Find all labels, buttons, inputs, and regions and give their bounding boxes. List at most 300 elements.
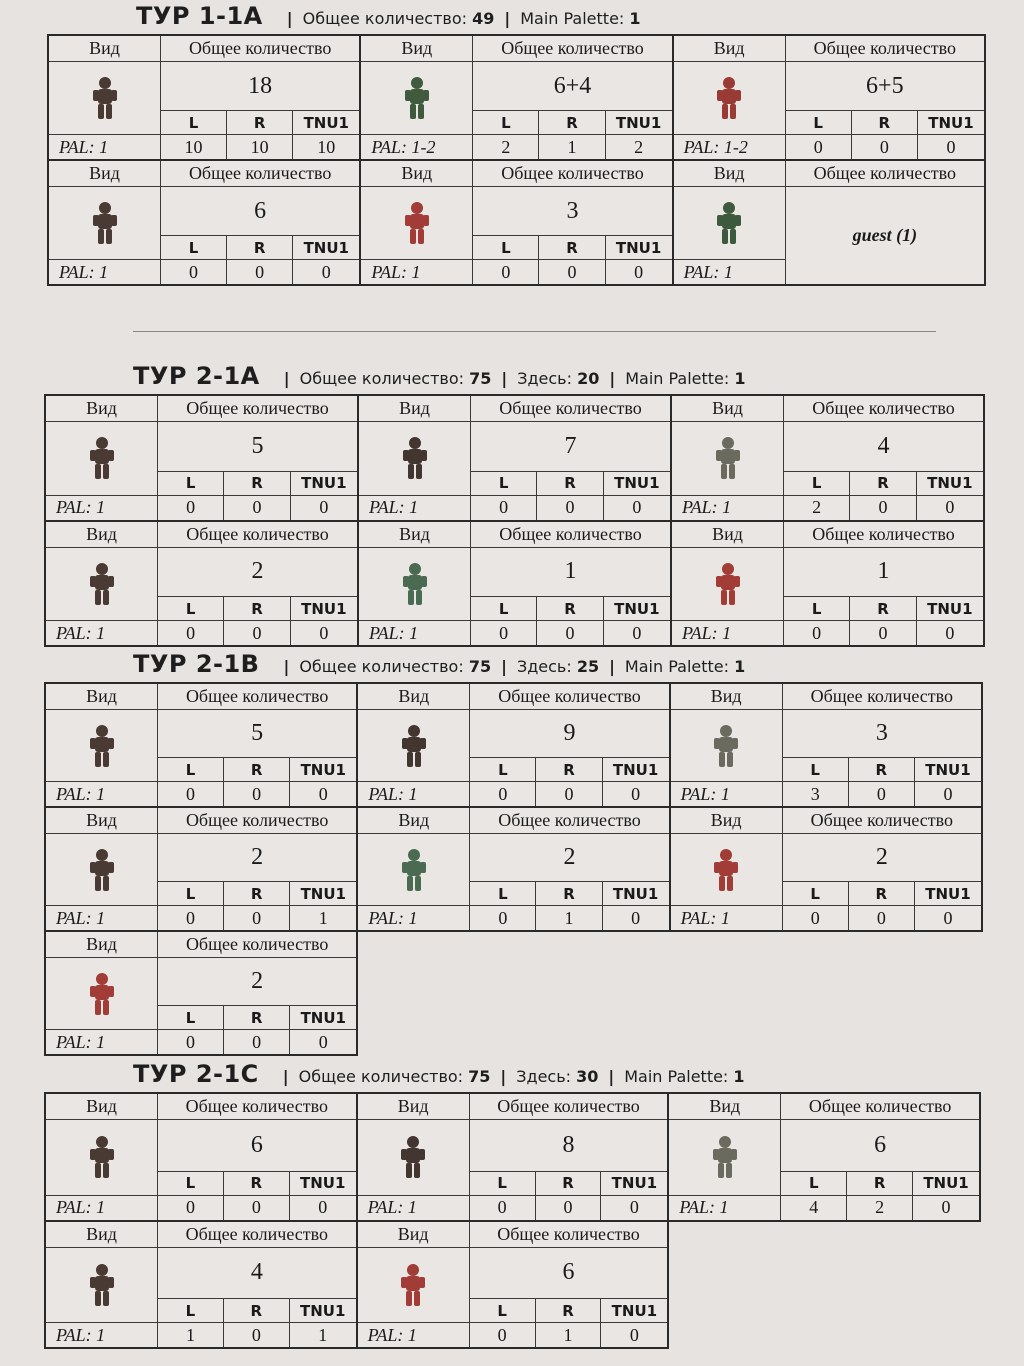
r-header: R: [537, 472, 603, 496]
enemy-card: [356, 1220, 670, 1350]
tnu-header: TNU1: [601, 1299, 667, 1323]
type-header: Вид: [674, 36, 786, 62]
enemy-card: [669, 682, 983, 808]
type-header: Вид: [359, 522, 471, 548]
here-label: Здесь:: [516, 657, 572, 676]
palette-label: PAL: 1: [49, 260, 161, 284]
l-value: 0: [471, 621, 537, 645]
r-value: 0: [536, 782, 602, 806]
l-header: L: [161, 236, 227, 260]
soldier-green-icon: [361, 62, 473, 135]
palette-label: PAL: 1: [671, 906, 783, 930]
total-value: 4: [784, 422, 983, 472]
tnu-value: 0: [318, 1197, 328, 1217]
l-header: L: [473, 111, 539, 135]
section-header: [136, 2, 641, 30]
r-header: R: [227, 111, 293, 135]
total-header: Общее количество: [470, 684, 668, 710]
palette-label: PAL: 1: [358, 1196, 470, 1220]
total-header: Общее количество: [786, 36, 984, 62]
total-header: Общее количество: [471, 522, 670, 548]
tnu-header: TNU1: [290, 882, 356, 906]
r-value: 0: [849, 782, 915, 806]
tnu-header: TNU1: [915, 882, 981, 906]
tnu-header: TNU1: [291, 472, 357, 496]
l-value: 0: [158, 1196, 224, 1220]
total-header: Общее количество: [781, 1094, 979, 1120]
total-header: Общее количество: [161, 161, 359, 187]
enemy-card: [44, 520, 359, 648]
enemy-card: [356, 1092, 670, 1222]
separator: |: [501, 657, 507, 676]
r-header: R: [224, 597, 290, 621]
r-header: R: [224, 1006, 290, 1030]
total-value: 6: [781, 1120, 979, 1172]
l-header: L: [158, 472, 224, 496]
tnu-value: 0: [943, 907, 953, 928]
section-header: [133, 1060, 745, 1088]
total-header: Общее количество: [473, 161, 671, 187]
palette-label: PAL: 1: [669, 1196, 781, 1220]
enemy-card: [672, 34, 986, 161]
tnu-header: TNU1: [290, 758, 356, 782]
r-value: 0: [849, 906, 915, 930]
r-header: R: [852, 111, 918, 135]
separator: |: [608, 1067, 615, 1086]
palette-label: PAL: 1: [361, 260, 473, 284]
type-header: Вид: [358, 684, 470, 710]
type-header: Вид: [672, 396, 784, 422]
tnu-value: 0: [941, 1197, 951, 1217]
r-value: 0: [537, 621, 603, 645]
tnu-value: 0: [319, 497, 329, 517]
separator: |: [282, 1067, 289, 1086]
tnu-header: TNU1: [917, 597, 983, 621]
r-header: R: [850, 597, 916, 621]
main-palette-label: Main Palette:: [624, 1067, 729, 1086]
l-value: 0: [158, 782, 224, 806]
enemy-table: [45, 1093, 980, 1348]
type-header: Вид: [361, 161, 473, 187]
l-header: L: [470, 758, 536, 782]
palette-label: PAL: 1: [46, 782, 158, 806]
l-header: L: [158, 597, 224, 621]
enemy-table: [45, 395, 984, 646]
type-header: Вид: [669, 1094, 781, 1120]
main-palette-value: 1: [734, 657, 746, 676]
r-header: R: [536, 1172, 602, 1196]
total-header: Общее количество: [158, 522, 357, 548]
enemy-card: [44, 682, 358, 808]
total-count-label: Общее количество:: [298, 1067, 464, 1086]
l-value: 0: [470, 906, 536, 930]
total-value: 1: [471, 548, 670, 598]
tnu-header: TNU1: [290, 1172, 356, 1196]
r-value: 0: [850, 621, 916, 645]
separator: |: [500, 1067, 507, 1086]
total-value: 2: [158, 548, 357, 598]
palette-label: PAL: 1: [46, 1030, 158, 1054]
total-header: Общее количество: [471, 396, 670, 422]
l-header: L: [784, 472, 850, 496]
section-divider: [133, 331, 936, 332]
type-header: Вид: [674, 161, 786, 187]
separator: |: [501, 369, 508, 388]
total-value: 6: [161, 187, 359, 236]
palette-label: PAL: 1: [672, 496, 784, 520]
separator: |: [283, 369, 290, 388]
l-value: 4: [781, 1196, 847, 1220]
l-value: 2: [784, 496, 850, 520]
type-header: Вид: [46, 1094, 158, 1120]
main-palette-label: Main Palette:: [520, 9, 625, 28]
tnu-header: TNU1: [601, 1172, 667, 1196]
soldier-red-gunner-icon: [672, 548, 784, 622]
type-header: Вид: [358, 1094, 470, 1120]
r-header: R: [849, 758, 915, 782]
r-header: R: [224, 1172, 290, 1196]
type-header: Вид: [46, 522, 158, 548]
soldier-green-runner-icon: [358, 834, 470, 906]
tnu-value: 0: [945, 497, 955, 517]
type-header: Вид: [46, 396, 158, 422]
palette-label: PAL: 1: [674, 260, 786, 284]
tnu-value: 0: [629, 1324, 639, 1345]
r-header: R: [536, 1299, 602, 1323]
soldier-camo-icon: [672, 422, 784, 496]
l-value: 3: [783, 782, 849, 806]
tnu-value: 0: [632, 622, 642, 643]
l-header: L: [783, 882, 849, 906]
total-header: Общее количество: [161, 36, 359, 62]
type-header: Вид: [49, 36, 161, 62]
type-header: Вид: [672, 522, 784, 548]
total-header: Общее количество: [470, 1094, 668, 1120]
tnu-value: 0: [321, 261, 331, 282]
palette-label: PAL: 1: [358, 782, 470, 806]
r-header: R: [849, 882, 915, 906]
enemy-card: [669, 806, 983, 932]
type-header: Вид: [358, 808, 470, 834]
enemy-card: [357, 520, 672, 648]
total-value: 9: [470, 710, 668, 758]
r-value: 0: [224, 1196, 290, 1220]
tnu-value: 0: [318, 783, 328, 804]
soldier-club-icon: [46, 710, 158, 782]
soldier-club-icon: [46, 1120, 158, 1196]
total-value: 2: [158, 834, 356, 882]
soldier-camo-icon: [671, 710, 783, 782]
total-value: 6+5: [786, 62, 984, 111]
total-header: Общее количество: [473, 36, 671, 62]
l-value: 1: [158, 1323, 224, 1347]
r-value: 0: [224, 906, 290, 930]
tnu-value: 0: [318, 1031, 328, 1052]
tnu-header: TNU1: [913, 1172, 979, 1196]
enemy-card: [44, 1220, 358, 1350]
palette-label: PAL: 1-2: [674, 135, 786, 159]
tour-title: ТУР 2-1B: [133, 650, 260, 678]
total-header: Общее количество: [783, 684, 981, 710]
here-value: 25: [576, 657, 600, 676]
total-header: Общее количество: [158, 1094, 356, 1120]
soldier-camo-icon: [669, 1120, 781, 1196]
enemy-card: [670, 520, 985, 648]
soldier-club-icon: [46, 422, 158, 496]
r-header: R: [224, 1299, 290, 1323]
separator: |: [504, 9, 511, 28]
total-count-label: Общее количество:: [299, 369, 465, 388]
r-header: R: [227, 236, 293, 260]
enemy-card: [47, 34, 361, 161]
tnu-value: 0: [943, 783, 953, 804]
enemy-table: [45, 683, 982, 1055]
total-count-value: 75: [468, 657, 492, 676]
l-header: L: [158, 1006, 224, 1030]
r-header: R: [224, 758, 290, 782]
r-value: 10: [227, 135, 293, 159]
palette-label: PAL: 1-2: [361, 135, 473, 159]
enemy-card: [356, 806, 670, 932]
type-header: Вид: [358, 1222, 470, 1248]
soldier-red-crouch-icon: [361, 187, 473, 260]
tnu-value: 1: [318, 907, 328, 928]
palette-label: PAL: 1: [358, 1323, 470, 1347]
type-header: Вид: [46, 684, 158, 710]
r-value: 0: [227, 260, 293, 284]
r-value: 0: [539, 260, 605, 284]
l-value: 10: [161, 135, 227, 159]
l-header: L: [470, 1299, 536, 1323]
main-palette-label: Main Palette:: [625, 369, 730, 388]
enemy-card: [44, 394, 359, 522]
type-header: Вид: [46, 932, 158, 958]
enemy-card: [357, 394, 672, 522]
l-header: L: [158, 882, 224, 906]
l-header: L: [784, 597, 850, 621]
r-value: 0: [537, 496, 603, 520]
total-count-label: Общее количество:: [299, 657, 464, 676]
tnu-header: TNU1: [915, 758, 981, 782]
l-value: 0: [470, 1196, 536, 1220]
soldier-leaping-icon: [46, 834, 158, 906]
palette-label: PAL: 1: [46, 1323, 158, 1347]
tour-title: ТУР 2-1C: [133, 1060, 259, 1088]
enemy-card: [356, 682, 670, 808]
soldier-green-runner-icon: [359, 548, 471, 622]
tnu-header: TNU1: [606, 111, 672, 135]
enemy-card: [359, 34, 673, 161]
r-header: R: [536, 882, 602, 906]
tnu-header: TNU1: [918, 111, 984, 135]
r-value: 0: [852, 135, 918, 159]
r-value: 0: [224, 621, 290, 645]
total-value: 6+4: [473, 62, 671, 111]
tour-title: ТУР 1-1А: [136, 2, 263, 30]
l-value: 0: [470, 782, 536, 806]
tnu-header: TNU1: [917, 472, 983, 496]
palette-label: PAL: 1: [46, 496, 158, 520]
total-value: 6: [158, 1120, 356, 1172]
r-header: R: [539, 236, 605, 260]
tnu-value: 0: [629, 1197, 639, 1217]
tnu-value: 0: [634, 261, 644, 282]
l-value: 0: [470, 1323, 536, 1347]
here-value: 30: [576, 1067, 599, 1086]
main-palette-label: Main Palette:: [624, 657, 730, 676]
type-header: Вид: [361, 36, 473, 62]
enemy-card: [359, 159, 673, 286]
total-count-value: 75: [469, 369, 492, 388]
tnu-value: 0: [319, 622, 329, 643]
l-header: L: [783, 758, 849, 782]
enemy-card: [670, 394, 985, 522]
separator: |: [609, 369, 616, 388]
enemy-card: [667, 1092, 981, 1222]
r-value: 1: [539, 135, 605, 159]
total-value: 2: [470, 834, 668, 882]
type-header: Вид: [671, 684, 783, 710]
tnu-header: TNU1: [603, 882, 669, 906]
main-palette-value: 1: [629, 9, 641, 28]
total-value: 18: [161, 62, 359, 111]
l-header: L: [786, 111, 852, 135]
total-count-value: 75: [468, 1067, 491, 1086]
total-header: Общее количество: [784, 396, 983, 422]
soldier-red-icon: [674, 62, 786, 135]
tnu-header: TNU1: [290, 1299, 356, 1323]
total-header: Общее количество: [470, 1222, 668, 1248]
total-header: Общее количество: [784, 522, 983, 548]
palette-label: PAL: 1: [46, 906, 158, 930]
tnu-header: TNU1: [293, 236, 359, 260]
total-header: Общее количество: [783, 808, 981, 834]
r-value: 0: [536, 1196, 602, 1220]
palette-label: PAL: 1: [46, 621, 158, 645]
total-header: Общее количество: [158, 932, 356, 958]
r-header: R: [224, 472, 290, 496]
soldier-red-crouch-icon: [46, 958, 158, 1030]
l-value: 0: [471, 496, 537, 520]
l-header: L: [158, 1299, 224, 1323]
enemy-card: [44, 930, 358, 1056]
soldier-helmet-icon: [358, 710, 470, 782]
total-value: 8: [470, 1120, 668, 1172]
tnu-header: TNU1: [603, 758, 669, 782]
tnu-value: 1: [318, 1324, 328, 1345]
type-header: Вид: [359, 396, 471, 422]
r-value: 0: [850, 496, 916, 520]
separator: |: [283, 657, 290, 676]
tnu-value: 0: [945, 622, 955, 643]
r-value: 2: [847, 1196, 913, 1220]
l-value: 0: [473, 260, 539, 284]
l-value: 0: [158, 496, 224, 520]
l-header: L: [781, 1172, 847, 1196]
palette-label: PAL: 1: [49, 135, 161, 159]
type-header: Вид: [671, 808, 783, 834]
total-value: 3: [783, 710, 981, 758]
r-value: 1: [536, 906, 602, 930]
total-header: Общее количество: [470, 808, 668, 834]
tnu-header: TNU1: [293, 111, 359, 135]
total-value: 5: [158, 422, 357, 472]
tnu-header: TNU1: [604, 597, 670, 621]
main-palette-value: 1: [733, 1067, 745, 1086]
total-value: 6: [470, 1248, 668, 1300]
soldier-club-icon: [49, 62, 161, 135]
here-label: Здесь:: [516, 1067, 572, 1086]
total-header: Общее количество: [158, 808, 356, 834]
type-header: Вид: [46, 808, 158, 834]
total-value: 1: [784, 548, 983, 598]
type-header: Вид: [46, 1222, 158, 1248]
total-value: 2: [783, 834, 981, 882]
enemy-card: [47, 159, 361, 286]
palette-label: PAL: 1: [359, 621, 471, 645]
tnu-header: TNU1: [290, 1006, 356, 1030]
total-value: 4: [158, 1248, 356, 1300]
here-label: Здесь:: [517, 369, 572, 388]
type-header: Вид: [49, 161, 161, 187]
tnu-value: 0: [631, 783, 641, 804]
tnu-value: 0: [631, 907, 641, 928]
r-header: R: [224, 882, 290, 906]
l-header: L: [470, 1172, 536, 1196]
soldier-helmet-icon: [359, 422, 471, 496]
total-header: Общее количество: [158, 684, 356, 710]
total-count-value: 49: [472, 9, 495, 28]
l-value: 0: [158, 906, 224, 930]
enemy-card: [672, 159, 986, 286]
r-value: 0: [224, 496, 290, 520]
r-header: R: [847, 1172, 913, 1196]
total-count-label: Общее количество:: [302, 9, 468, 28]
r-value: 0: [224, 1030, 290, 1054]
separator: |: [609, 657, 615, 676]
r-value: 0: [224, 1323, 290, 1347]
enemy-card: [44, 1092, 358, 1222]
r-header: R: [537, 597, 603, 621]
l-header: L: [158, 758, 224, 782]
soldier-leaping-icon: [46, 1248, 158, 1324]
guest-note: guest (1): [852, 225, 918, 245]
l-value: 2: [473, 135, 539, 159]
soldier-red-gunner-icon: [671, 834, 783, 906]
enemy-card: [44, 806, 358, 932]
soldier-leaping-icon: [46, 548, 158, 622]
here-value: 20: [577, 369, 600, 388]
total-header: Общее количество: [158, 396, 357, 422]
total-value: 7: [471, 422, 670, 472]
palette-label: PAL: 1: [671, 782, 783, 806]
r-value: 1: [536, 1323, 602, 1347]
l-header: L: [158, 1172, 224, 1196]
soldier-red-gunner-icon: [358, 1248, 470, 1324]
l-header: L: [470, 882, 536, 906]
l-value: 0: [784, 621, 850, 645]
enemy-table: [48, 35, 985, 285]
r-header: R: [850, 472, 916, 496]
l-value: 0: [158, 1030, 224, 1054]
total-value: 3: [473, 187, 671, 236]
palette-label: PAL: 1: [359, 496, 471, 520]
palette-label: PAL: 1: [358, 906, 470, 930]
section-header: [133, 362, 746, 390]
tnu-value: 10: [317, 136, 336, 157]
l-header: L: [471, 597, 537, 621]
soldier-helmet-icon: [358, 1120, 470, 1196]
